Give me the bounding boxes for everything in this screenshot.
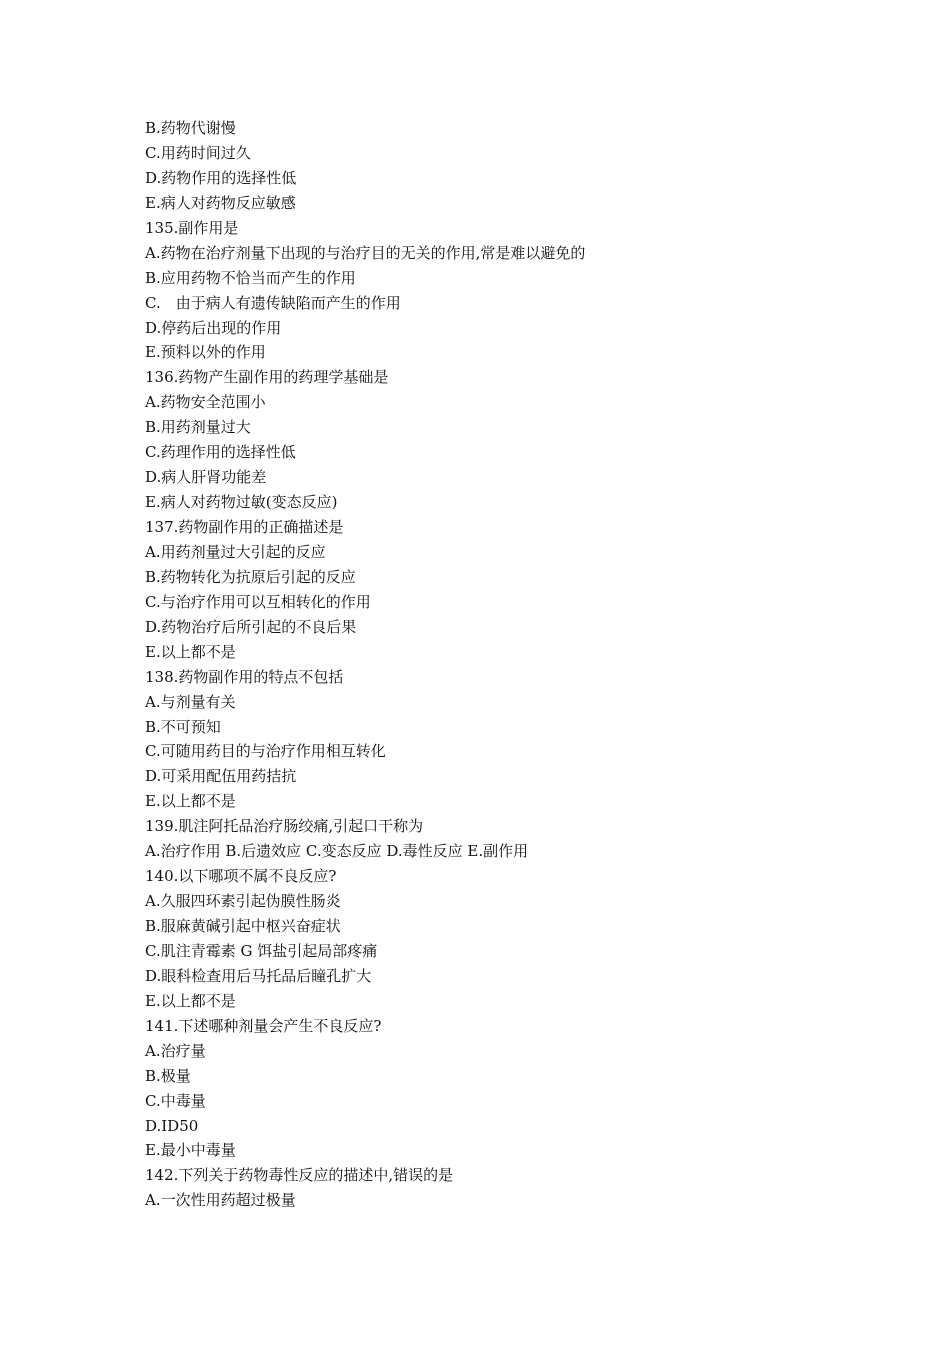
- text-line: E.病人对药物反应敏感: [145, 193, 296, 212]
- question-137-title: 137.药物副作用的正确描述是: [145, 518, 344, 536]
- text-line: C. 由于病人有遗传缺陷而产生的作用: [145, 293, 401, 312]
- document-page: [145, 116, 905, 1213]
- text-line: A.药物安全范围小: [145, 393, 266, 412]
- text-line: D.ID50: [145, 1116, 199, 1135]
- question-135-title: 135.副作用是: [145, 218, 239, 237]
- text-line: C.用药时间过久: [145, 143, 251, 162]
- text-line: E.最小中毒量: [145, 1141, 236, 1160]
- text-line: E.病人对药物过敏(变态反应): [145, 493, 338, 512]
- text-line: A.用药剂量过大引起的反应: [145, 542, 326, 561]
- text-line: D.可采用配伍用药拮抗: [145, 767, 297, 786]
- text-line: A.一次性用药超过极量: [145, 1191, 296, 1210]
- text-line: C.中毒量: [145, 1091, 206, 1110]
- text-line: A.与剂量有关: [145, 692, 236, 711]
- question-139-title: 139.肌注阿托品治疗肠绞痛,引起口干称为: [145, 817, 424, 836]
- question-140-title: 140.以下哪项不属不良反应?: [145, 867, 337, 886]
- text-line: C.与治疗作用可以互相转化的作用: [145, 592, 371, 611]
- text-line: C.肌注青霉素 G 饵盐引起局部疼痛: [145, 941, 378, 960]
- text-line: E.以上都不是: [145, 642, 236, 661]
- text-line: B.应用药物不恰当而产生的作用: [145, 268, 356, 287]
- question-136-title: 136.药物产生副作用的药理学基础是: [145, 368, 389, 387]
- text-line: A.药物在治疗剂量下出现的与治疗目的无关的作用,常是难以避免的: [145, 243, 586, 262]
- text-line: E.以上都不是: [145, 991, 236, 1010]
- question-138-title: 138.药物副作用的特点不包括: [145, 667, 344, 686]
- question-141-title: 141.下述哪种剂量会产生不良反应?: [145, 1016, 382, 1035]
- text-line: A.治疗作用 B.后遗效应 C.变态反应 D.毒性反应 E.副作用: [145, 842, 529, 861]
- text-line: B.极量: [145, 1066, 191, 1085]
- text-line: D.病人肝肾功能差: [145, 468, 267, 487]
- text-line: E.以上都不是: [145, 792, 236, 811]
- text-line: B.药物代谢慢: [145, 119, 236, 137]
- text-line: C.药理作用的选择性低: [145, 443, 296, 462]
- text-line: B.不可预知: [145, 717, 221, 736]
- text-line: B.服麻黄碱引起中枢兴奋症状: [145, 917, 341, 935]
- question-142-title: 142.下列关于药物毒性反应的描述中,错误的是: [145, 1166, 454, 1185]
- text-line: A.治疗量: [145, 1041, 206, 1060]
- text-line: B.用药剂量过大: [145, 418, 251, 437]
- text-line: B.药物转化为抗原后引起的反应: [145, 567, 356, 586]
- text-line: D.眼科检查用后马托品后瞳孔扩大: [145, 966, 372, 985]
- text-line: D.药物作用的选择性低: [145, 168, 297, 187]
- text-line: D.停药后出现的作用: [145, 318, 282, 337]
- text-line: C.可随用药目的与治疗作用相互转化: [145, 742, 386, 761]
- text-line: A.久服四环素引起伪膜性肠炎: [145, 892, 341, 911]
- text-line: D.药物治疗后所引起的不良后果: [145, 617, 357, 636]
- text-line: E.预料以外的作用: [145, 343, 266, 362]
